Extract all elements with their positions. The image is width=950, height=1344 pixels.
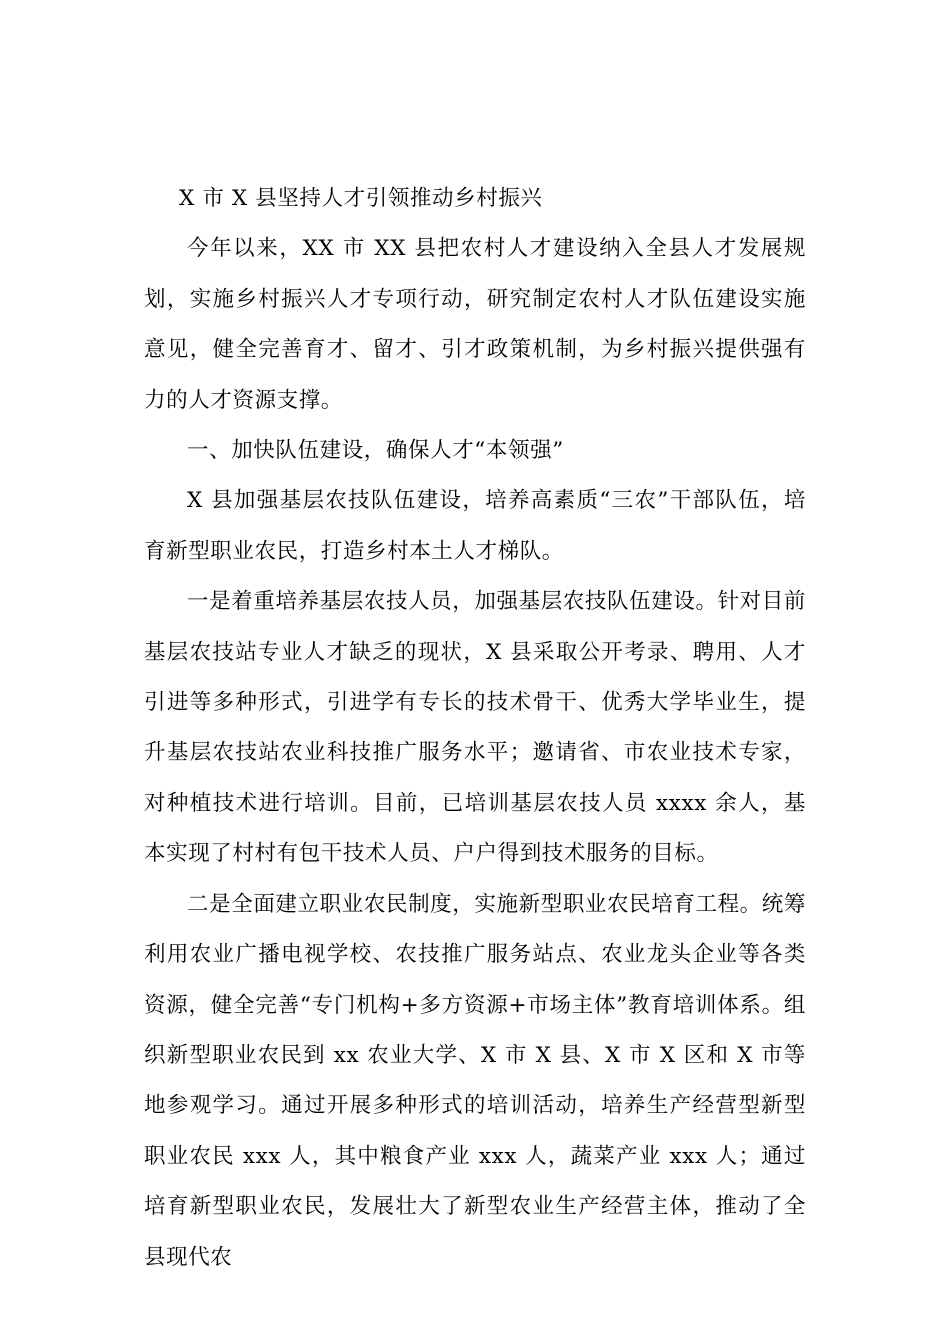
paragraph-section-1-summary: X 县加强基层农技队伍建设，培养高素质“三农”干部队伍，培育新型职业农民，打造乡村本土人才梯队。 (144, 488, 806, 564)
document-title: X 市 X 县坚持人才引领推动乡村振兴 (179, 186, 543, 211)
document-body (144, 174, 806, 1283)
section-heading-1: 一、加快队伍建设，确保人才“本领强” (187, 438, 564, 464)
paragraph-point-1: 一是着重培养基层农技人员，加强基层农技队伍建设。针对目前基层农技站专业人才缺乏的现状，X 县采取公开考录、聘用、人才引进等多种形式，引进学有专长的技术骨干、优秀大学毕业生，提升基层农技站农业科技推广服务水平；邀请省、市农业技术专家，对种植技术进行培训。目前，已培训基层农技人员 xxxx 余人，基本实现了村村有包干技术人员、户户得到技术服务的目标。 (144, 589, 806, 867)
paragraph-intro: 今年以来，XX 市 XX 县把农村人才建设纳入全县人才发展规划，实施乡村振兴人才专项行动，研究制定农村人才队伍建设实施意见，健全完善育才、留才、引才政策机制，为乡村振兴提供强有力的人才资源支撑。 (144, 236, 806, 413)
paragraph-point-2: 二是全面建立职业农民制度，实施新型职业农民培育工程。统筹利用农业广播电视学校、农技推广服务站点、农业龙头企业等各类资源，健全完善“专门机构+多方资源+市场主体”教育培训体系。组织新型职业农民到 xx 农业大学、X 市 X 县、X 市 X 区和 X 市等地参观学习。通过开展多种形式的培训活动，培养生产经营型新型职业农民 xxx 人，其中粮食产业 xxx 人，蔬菜产业 xxx 人；通过培育新型职业农民，发展壮大了新型农业生产经营主体，推动了全县现代农 (144, 891, 806, 1270)
